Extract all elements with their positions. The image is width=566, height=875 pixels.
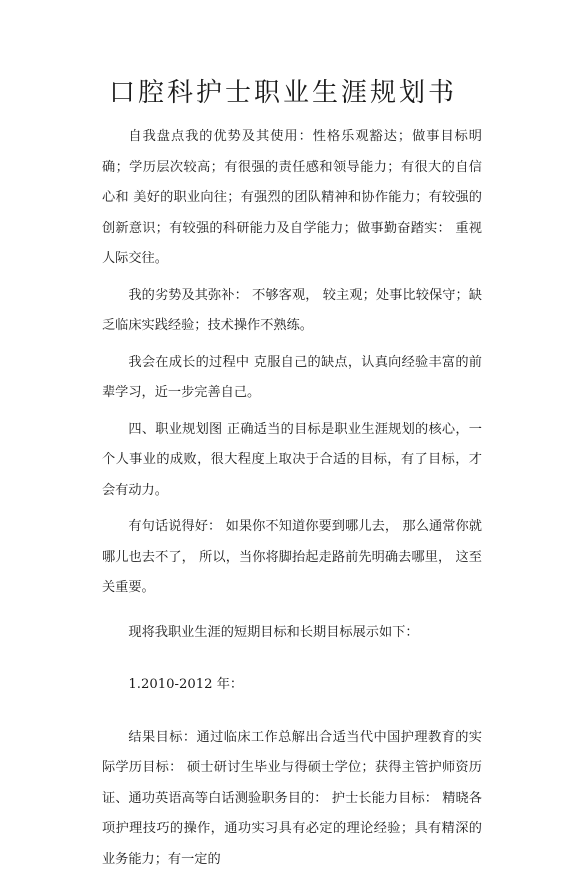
document-title: 口腔科护士职业生涯规划书 <box>0 72 566 109</box>
paragraph-improvement: 我会在成长的过程中 克服自己的缺点，认真向经验丰富的前辈学习，近一步完善自己。 <box>102 348 482 409</box>
paragraph-result-goals: 结果目标：通过临床工作总解出合适当代中国护理教育的实际学历目标： 硕士研讨生毕业与得硕士学位；获得主管护师资历证、通功英语高等白话测验职务目的： 护士长能力目标： 精晓各项护理技巧的操作，通功实习具有必定的理论经验；具有精深的业务能力；有一定的 <box>102 723 482 875</box>
document-body <box>102 122 482 875</box>
paragraph-goals-intro: 现将我职业生涯的短期目标和长期目标展示如下： <box>102 618 482 649</box>
paragraph-self-assessment: 自我盘点我的优势及其使用：性格乐观豁达；做事目标明确；学历层次较高；有很强的责任感和领导能力；有很大的自信心和 美好的职业向往；有强烈的团队精神和协作能力；有较强的创新意识；有较强的科研能力及自学能力；做事勤奋踏实： 重视人际交往。 <box>102 122 482 275</box>
paragraph-period-heading: 1.2010-2012 年： <box>102 670 482 701</box>
paragraph-saying: 有句话说得好： 如果你不知道你要到哪儿去， 那么通常你就哪儿也去不了， 所以，当你将脚抬起走路前先明确去哪里， 这至关重要。 <box>102 512 482 604</box>
paragraph-career-plan: 四、职业规划图 正确适当的目标是职业生涯规划的核心，一个人事业的成败，很大程度上取决于合适的目标，有了目标，才会有动力。 <box>102 415 482 507</box>
paragraph-weaknesses: 我的劣势及其弥补： 不够客观， 较主观；处事比较保守；缺乏临床实践经验；技术操作不熟练。 <box>102 281 482 342</box>
